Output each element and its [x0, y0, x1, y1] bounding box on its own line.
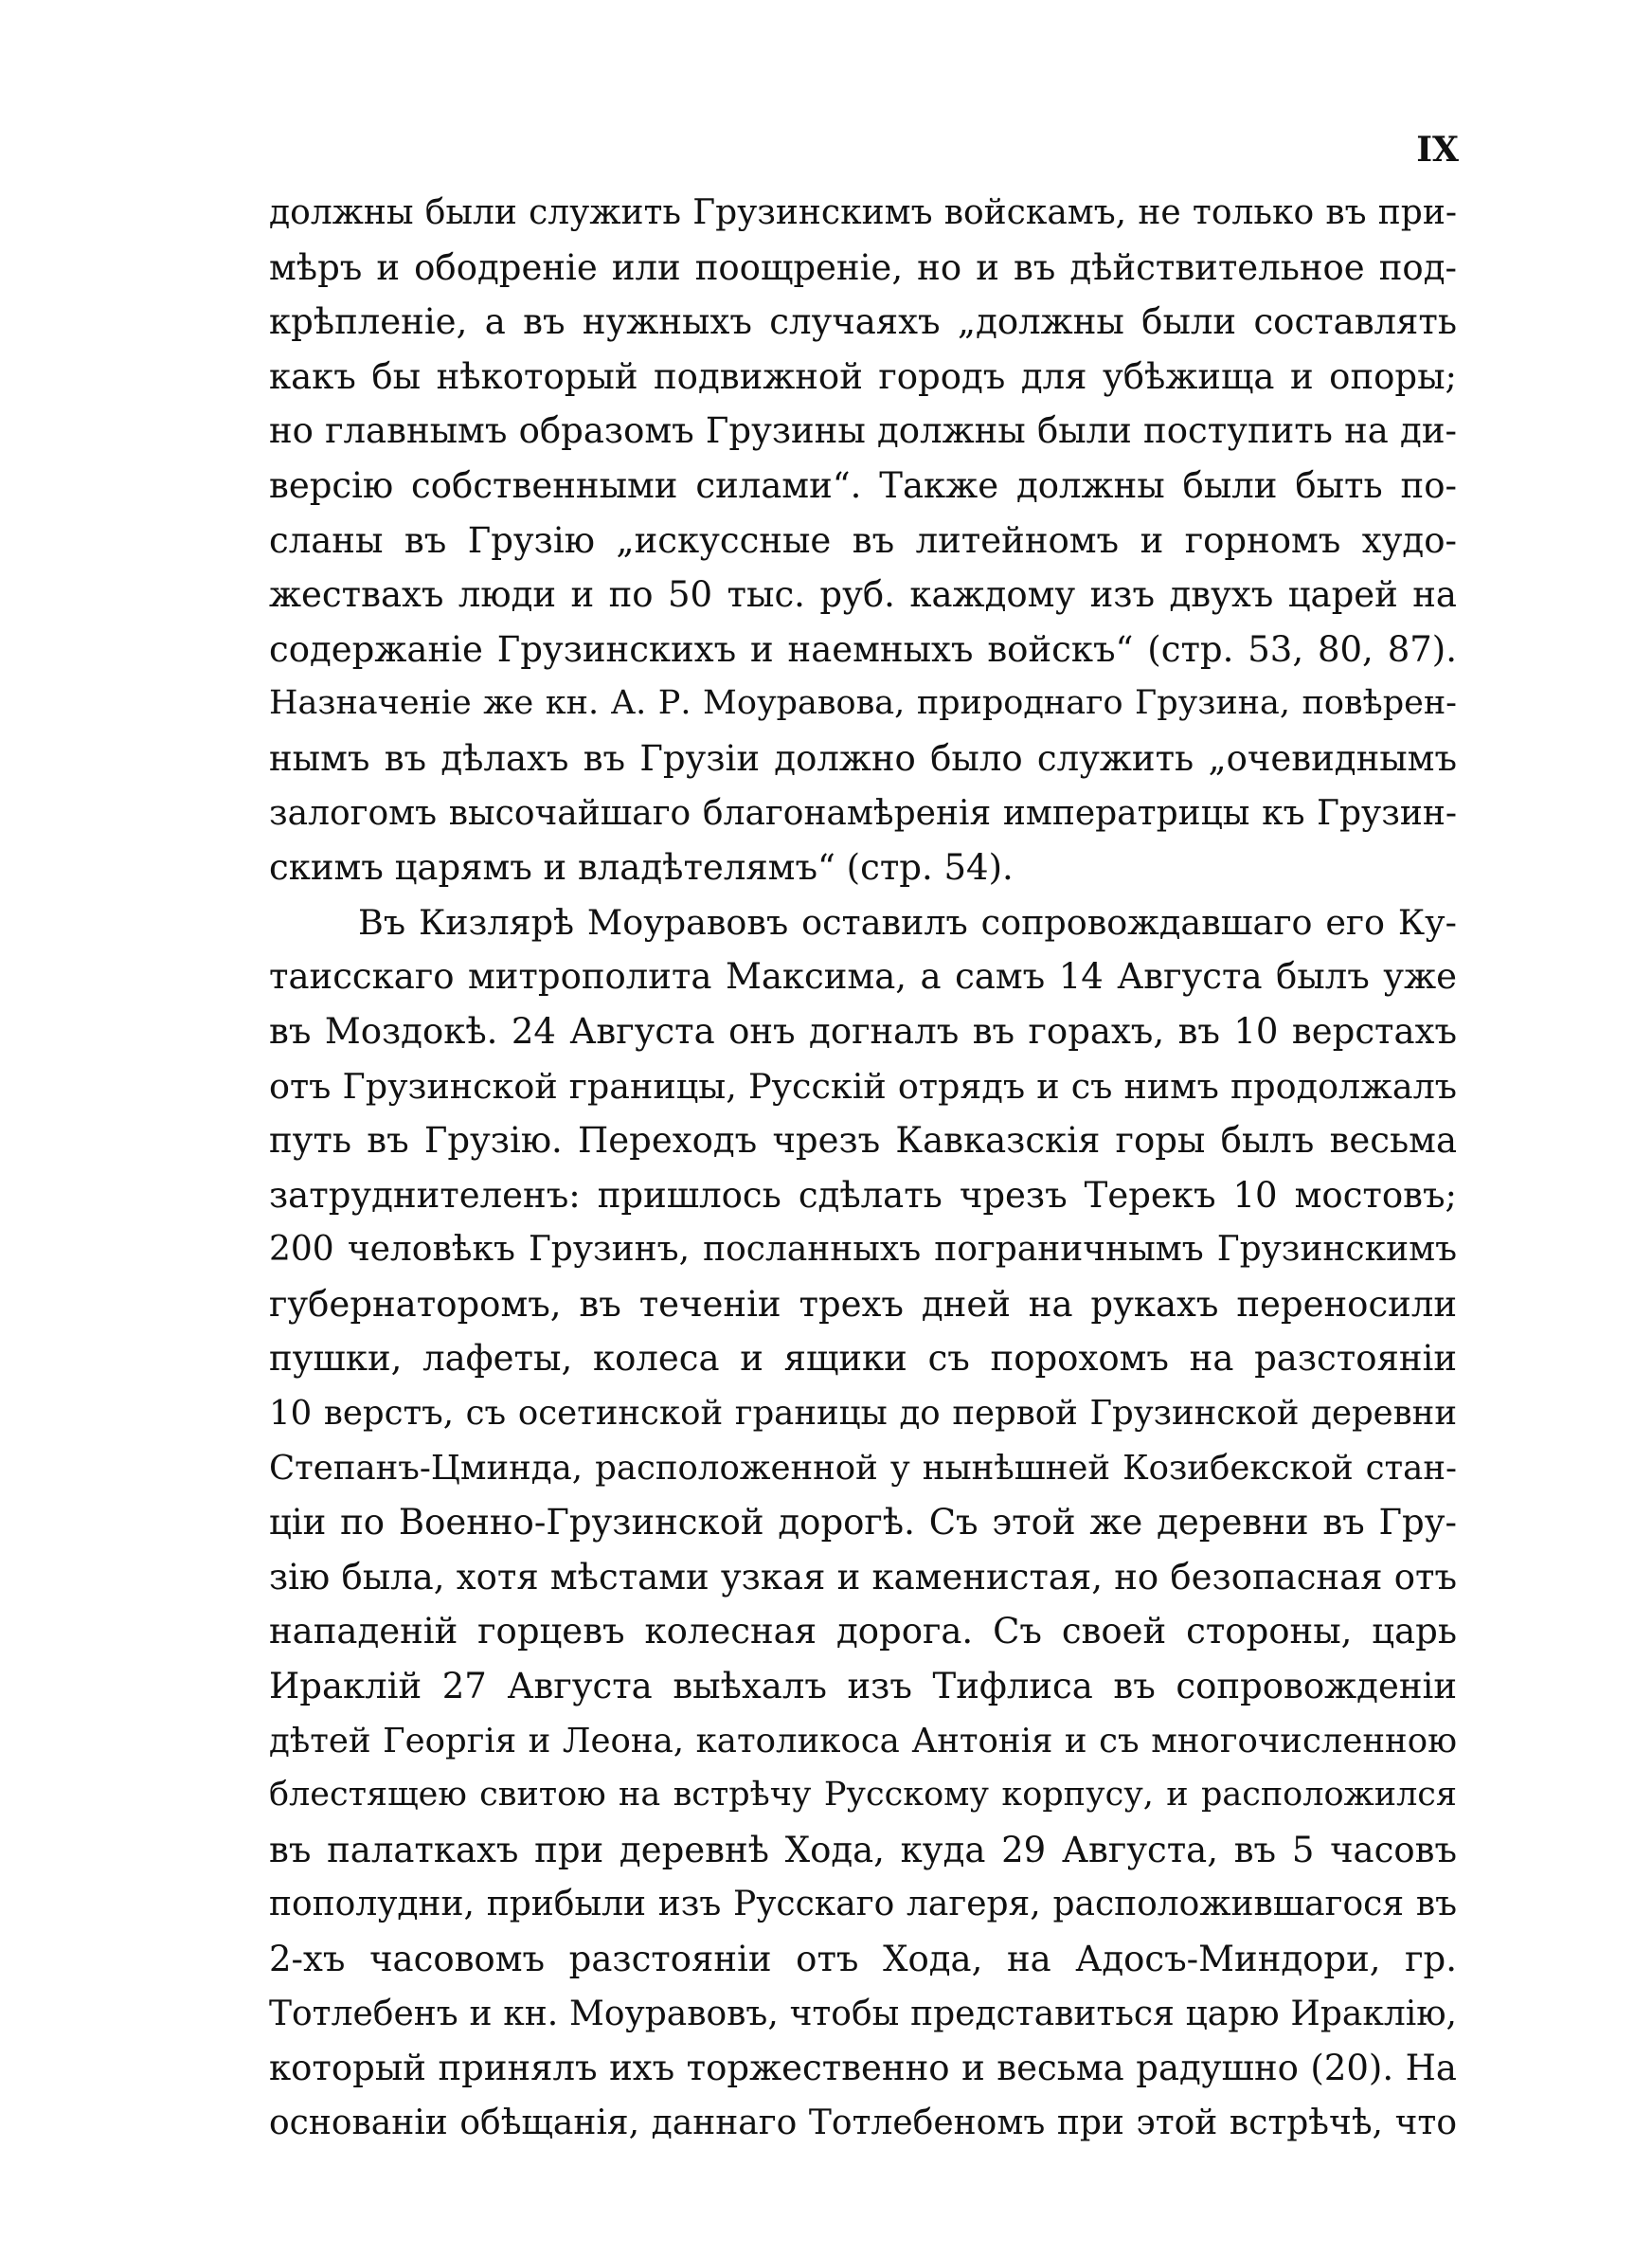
text-line: основаніи обѣщанія, даннаго Тотлебеномъ при этой встрѣчѣ, что: [269, 2103, 1457, 2142]
text-line: пополудни, прибыли изъ Русскаго лагеря, расположившагося въ: [269, 1885, 1457, 1924]
text-line: путь въ Грузію. Переходъ чрезъ Кавказскія горы былъ весьма: [269, 1120, 1457, 1162]
text-line: версію собственными силами“. Также должны были быть по-: [269, 464, 1457, 506]
body-text: [269, 186, 1457, 2150]
text-line: блестящею свитою на встрѣчу Русскому корпусу, и расположился: [269, 1776, 1457, 1815]
text-line: дѣтей Георгія и Леона, католикоса Антонія и съ многочисленною: [269, 1721, 1457, 1760]
text-line: 200 человѣкъ Грузинъ, посланныхъ пограничнымъ Грузинскимъ: [269, 1230, 1457, 1270]
text-line: пушки, лафеты, колеса и ящики съ порохомъ на разстояніи: [269, 1338, 1457, 1380]
text-line: 2-хъ часовомъ разстояніи отъ Хода, на Адосъ-Миндори, гр.: [269, 1939, 1457, 1979]
text-line: который принялъ ихъ торжественно и весьма радушно (20). На: [269, 2048, 1457, 2089]
text-line: нападеній горцевъ колесная дорога. Съ своей стороны, царь: [269, 1611, 1457, 1652]
text-line: мѣръ и ободреніе или поощреніе, но и въ дѣйствительное под-: [269, 246, 1457, 288]
text-line: ціи по Военно-Грузинской дорогѣ. Съ этой же деревни въ Гру-: [269, 1502, 1457, 1544]
text-line: Тотлебенъ и кн. Моуравовъ, чтобы представиться царю Ираклію,: [269, 1994, 1457, 2033]
text-line: крѣпленіе, а въ нужныхъ случаяхъ „должны были составлять: [269, 301, 1457, 343]
text-line: въ Моздокѣ. 24 Августа онъ догналъ въ горахъ, въ 10 верстахъ: [269, 1010, 1457, 1052]
page-number: IX: [1416, 130, 1459, 170]
text-line: губернаторомъ, въ теченіи трехъ дней на рукахъ переносили: [269, 1283, 1457, 1325]
text-line: таисскаго митрополита Максима, а самъ 14 Августа былъ уже: [269, 956, 1457, 998]
text-line: сланы въ Грузію „искуссные въ литейномъ и горномъ худо-: [269, 519, 1457, 561]
text-line: но главнымъ образомъ Грузины должны были поступить на ди-: [269, 410, 1457, 452]
text-line: жествахъ люди и по 50 тыс. руб. каждому изъ двухъ царей на: [269, 574, 1457, 616]
text-line: Назначеніе же кн. А. Р. Моуравова, природнаго Грузина, повѣрен-: [269, 684, 1457, 723]
text-line: Ираклій 27 Августа выѣхалъ изъ Тифлиса въ сопровожденіи: [269, 1666, 1457, 1707]
text-line: залогомъ высочайшаго благонамѣренія императрицы къ Грузин-: [269, 793, 1457, 833]
text-line: затруднителенъ: пришлось сдѣлать чрезъ Терекъ 10 мостовъ;: [269, 1174, 1457, 1216]
text-line: зію была, хотя мѣстами узкая и каменистая, но безопасная отъ: [269, 1556, 1457, 1598]
text-line: Въ Кизлярѣ Моуравовъ оставилъ сопровождавшаго его Ку-: [358, 901, 1457, 943]
text-line: должны были служить Грузинскимъ войскамъ, не только въ при-: [269, 193, 1457, 232]
text-line: Степанъ-Цминда, расположенной у нынѣшней Козибекской стан-: [269, 1448, 1457, 1488]
text-line: какъ бы нѣкоторый подвижной городъ для убѣжища и опоры;: [269, 355, 1457, 397]
text-line: скимъ царямъ и владѣтелямъ“ (стр. 54).: [269, 847, 1014, 889]
text-line: нымъ въ дѣлахъ въ Грузіи должно было служить „очевиднымъ: [269, 737, 1457, 779]
text-line: содержаніе Грузинскихъ и наемныхъ войскъ“ (стр. 53, 80, 87).: [269, 628, 1457, 670]
text-line: въ палаткахъ при деревнѣ Хода, куда 29 Августа, въ 5 часовъ: [269, 1829, 1457, 1870]
text-line: 10 верстъ, съ осетинской границы до первой Грузинской деревни: [269, 1394, 1457, 1434]
text-line: отъ Грузинской границы, Русскій отрядъ и съ нимъ продолжалъ: [269, 1065, 1457, 1107]
